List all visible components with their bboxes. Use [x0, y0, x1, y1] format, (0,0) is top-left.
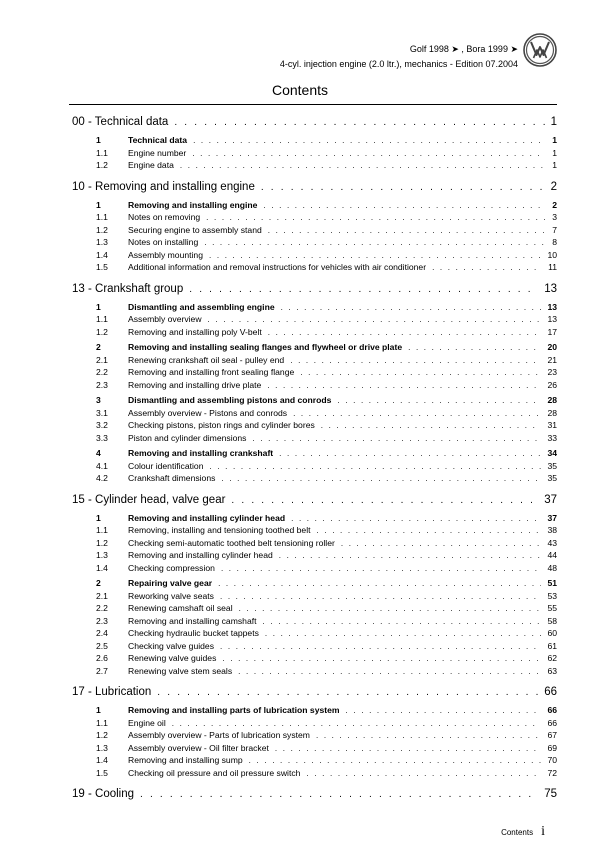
- dot-leader: [220, 642, 541, 651]
- toc-entry-title: Notes on installing: [128, 237, 199, 247]
- dot-leader: [220, 592, 541, 601]
- toc-item[interactable]: [72, 327, 557, 340]
- page-footer: [501, 824, 545, 840]
- toc-entry-title: Removing and installing crankshaft: [128, 448, 274, 458]
- toc-item[interactable]: [72, 628, 557, 641]
- dot-leader: [238, 667, 541, 676]
- dot-leader: [218, 579, 541, 588]
- toc-entry-title: Removing and installing parts of lubrication system: [128, 705, 340, 715]
- dot-leader: [239, 604, 542, 613]
- toc-entry-title: Securing engine to assembly stand: [128, 224, 262, 235]
- dot-leader: [279, 449, 541, 458]
- header-engine-line: 4-cyl. injection engine (2.0 ltr.), mechanics - Edition 07.2004: [279, 59, 518, 69]
- toc-item[interactable]: [72, 730, 557, 743]
- toc-page-number: 11: [548, 262, 557, 272]
- toc-section[interactable]: [72, 135, 557, 148]
- dot-leader: [408, 343, 541, 352]
- title-divider: [69, 104, 557, 105]
- toc-item[interactable]: [72, 367, 557, 380]
- toc-entry-title: Notes on removing: [128, 212, 201, 222]
- dot-leader: [268, 226, 546, 235]
- toc-item[interactable]: [72, 355, 557, 368]
- toc-entry-title: Engine number: [128, 147, 187, 158]
- toc-entry-title: Checking compression: [128, 562, 215, 573]
- toc-page-number: 43: [547, 537, 557, 548]
- dot-leader: [249, 756, 542, 765]
- toc-entry-title: Assembly overview - Oil filter bracket: [128, 742, 269, 753]
- toc-item[interactable]: [72, 461, 557, 474]
- toc-page-number: 62: [547, 653, 557, 663]
- dot-leader: [267, 381, 541, 390]
- toc-entry-number: 1.4: [96, 562, 108, 573]
- toc-page-number: 66: [544, 686, 557, 698]
- toc-entry-number: 2.4: [96, 628, 108, 638]
- toc-entry-number: 1.4: [96, 755, 108, 765]
- toc-entry-title: Removing and installing camshaft: [128, 615, 257, 626]
- toc-entry-title: 00 - Technical data: [72, 116, 169, 128]
- toc-chapter[interactable]: [72, 283, 557, 299]
- toc-item[interactable]: [72, 743, 557, 756]
- dot-leader: [189, 284, 538, 295]
- toc-entry-number: 2.1: [96, 590, 108, 601]
- toc-chapter[interactable]: [72, 788, 557, 804]
- dot-leader: [275, 744, 542, 753]
- toc-entry-number: 4.2: [96, 473, 108, 483]
- toc-item[interactable]: [72, 755, 557, 768]
- toc-page-number: 48: [547, 562, 557, 573]
- toc-page-number: 1: [552, 147, 557, 158]
- toc-entry-title: Removing and installing drive plate: [128, 379, 262, 390]
- toc-entry-number: 1: [96, 135, 101, 145]
- toc-page-number: 26: [547, 379, 557, 390]
- dot-leader: [432, 263, 542, 272]
- toc-section[interactable]: [72, 578, 557, 591]
- dot-leader: [293, 409, 541, 418]
- dot-leader: [337, 396, 541, 405]
- dot-leader: [341, 539, 542, 548]
- toc-entry-title: Renewing camshaft oil seal: [128, 603, 233, 613]
- toc-entry-number: 1.1: [96, 717, 108, 728]
- toc-entry-number: 1.4: [96, 249, 108, 260]
- toc-entry-title: 10 - Removing and installing engine: [72, 180, 255, 193]
- toc-item[interactable]: [72, 666, 557, 679]
- dot-leader: [231, 495, 538, 506]
- toc-page-number: 10: [547, 249, 557, 260]
- toc-entry-title: Removing and installing poly V-belt: [128, 326, 262, 337]
- toc-entry-title: Engine data: [128, 160, 174, 170]
- toc-item[interactable]: [72, 616, 557, 629]
- toc-page-number: 3: [552, 212, 557, 222]
- toc-page-number: 37: [544, 493, 557, 506]
- toc-entry-number: 1.1: [96, 314, 108, 324]
- toc-page-number: 7: [552, 224, 557, 235]
- toc-entry-number: 2.2: [96, 367, 108, 377]
- table-of-contents: [72, 116, 557, 804]
- toc-section[interactable]: [72, 705, 557, 718]
- toc-entry-title: Assembly mounting: [128, 249, 203, 260]
- dot-leader: [192, 149, 546, 158]
- toc-entry-number: 1.1: [96, 147, 108, 158]
- toc-entry-title: Removing and installing sealing flanges and flywheel or drive plate: [128, 342, 403, 352]
- toc-entry-number: 2.2: [96, 603, 108, 613]
- toc-entry-number: 1.2: [96, 160, 108, 170]
- dot-leader: [209, 462, 541, 471]
- toc-item[interactable]: [72, 550, 557, 563]
- dot-leader: [252, 434, 541, 443]
- toc-entry-number: 2.7: [96, 665, 108, 676]
- toc-entry-title: Assembly overview - Pistons and conrods: [128, 407, 288, 418]
- toc-item[interactable]: [72, 525, 557, 538]
- toc-page-number: 37: [547, 512, 557, 523]
- toc-entry-title: Checking semi-automatic toothed belt tensioning roller: [128, 537, 335, 548]
- vw-logo-icon: [523, 33, 557, 67]
- toc-page-number: 53: [547, 590, 557, 601]
- toc-page-number: 28: [547, 395, 557, 405]
- toc-item[interactable]: [72, 148, 557, 161]
- dot-leader: [221, 474, 541, 483]
- toc-entry-title: Removing and installing cylinder head: [128, 512, 286, 523]
- toc-item[interactable]: [72, 603, 557, 616]
- toc-entry-title: Renewing crankshaft oil seal - pulley end: [128, 354, 285, 365]
- toc-page-number: 21: [547, 354, 557, 365]
- toc-entry-number: 1.1: [96, 525, 108, 535]
- toc-entry-title: Removing and installing front sealing flange: [128, 367, 295, 377]
- dot-leader: [222, 654, 541, 663]
- dot-leader: [300, 368, 541, 377]
- toc-entry-number: 1.2: [96, 730, 108, 740]
- toc-item[interactable]: [72, 160, 557, 173]
- toc-entry-number: 1.2: [96, 224, 108, 235]
- toc-page-number: 44: [547, 550, 557, 560]
- toc-entry-title: 19 - Cooling: [72, 788, 135, 800]
- toc-page-number: 34: [547, 448, 557, 458]
- toc-entry-number: 2.1: [96, 354, 108, 365]
- footer-label: Contents: [501, 828, 534, 837]
- toc-entry-title: Checking pistons, piston rings and cylinder bores: [128, 420, 315, 430]
- toc-page-number: 63: [547, 665, 557, 676]
- toc-page-number: 2: [550, 180, 557, 193]
- toc-entry-title: Checking valve guides: [128, 640, 214, 651]
- header-model-line: Golf 1998 ➤ , Bora 1999 ➤: [409, 44, 518, 54]
- dot-leader: [261, 182, 545, 193]
- toc-chapter[interactable]: [72, 116, 557, 132]
- toc-section[interactable]: [72, 302, 557, 315]
- toc-entry-number: 1.3: [96, 742, 108, 753]
- toc-page-number: 51: [547, 578, 557, 588]
- toc-page-number: 75: [544, 788, 557, 800]
- toc-item[interactable]: [72, 768, 557, 781]
- toc-entry-title: Renewing valve guides: [128, 653, 217, 663]
- toc-item[interactable]: [72, 314, 557, 327]
- dot-leader: [263, 617, 542, 626]
- toc-entry-number: 3.2: [96, 420, 108, 430]
- toc-page-number: 38: [547, 525, 557, 535]
- toc-page-number: 70: [547, 755, 557, 765]
- toc-entry-number: 4: [96, 448, 101, 458]
- dot-leader: [209, 251, 541, 260]
- toc-entry-title: Removing and installing engine: [128, 199, 258, 210]
- toc-entry-title: 13 - Crankshaft group: [72, 282, 184, 295]
- toc-chapter[interactable]: [72, 181, 557, 197]
- dot-leader: [157, 687, 538, 698]
- toc-entry-number: 2: [96, 342, 101, 352]
- toc-item[interactable]: [72, 250, 557, 263]
- dot-leader: [316, 731, 541, 740]
- dot-leader: [140, 789, 538, 800]
- footer-page-number: i: [541, 824, 545, 839]
- toc-page-number: 67: [547, 730, 557, 740]
- toc-entry-title: Assembly overview - Parts of lubrication system: [128, 730, 310, 740]
- dot-leader: [263, 201, 546, 210]
- dot-leader: [290, 356, 541, 365]
- dot-leader: [291, 514, 541, 523]
- toc-item[interactable]: [72, 473, 557, 486]
- toc-entry-title: Checking oil pressure and oil pressure switch: [128, 767, 301, 778]
- toc-entry-number: 1.5: [96, 262, 108, 272]
- dot-leader: [172, 719, 542, 728]
- toc-page-number: 2: [552, 199, 557, 210]
- toc-page-number: 33: [547, 432, 557, 443]
- dot-leader: [208, 315, 542, 324]
- toc-page-number: 60: [547, 628, 557, 638]
- toc-entry-title: Removing and installing sump: [128, 755, 243, 765]
- toc-entry-title: Dismantling and assembling engine: [128, 301, 275, 312]
- page-title: Contents: [271, 82, 329, 98]
- toc-page-number: 17: [547, 326, 557, 337]
- toc-entry-title: Piston and cylinder dimensions: [128, 432, 247, 443]
- toc-entry-title: Repairing valve gear: [128, 578, 213, 588]
- toc-page-number: 58: [547, 615, 557, 626]
- toc-item[interactable]: [72, 380, 557, 393]
- toc-entry-number: 1: [96, 301, 101, 312]
- toc-entry-number: 1.2: [96, 537, 108, 548]
- toc-entry-number: 1: [96, 705, 101, 715]
- toc-entry-title: Assembly overview: [128, 314, 202, 324]
- toc-entry-number: 3: [96, 395, 101, 405]
- toc-entry-title: Checking hydraulic bucket tappets: [128, 628, 259, 638]
- toc-item[interactable]: [72, 225, 557, 238]
- toc-section[interactable]: [72, 200, 557, 213]
- toc-item[interactable]: [72, 591, 557, 604]
- toc-page-number: 66: [547, 705, 557, 715]
- toc-entry-number: 1.1: [96, 212, 108, 222]
- toc-entry-title: Renewing valve stem seals: [128, 665, 233, 676]
- toc-entry-title: Removing, installing and tensioning toothed belt: [128, 525, 311, 535]
- toc-section[interactable]: [72, 395, 557, 408]
- dot-leader: [321, 421, 542, 430]
- toc-item[interactable]: [72, 641, 557, 654]
- dot-leader: [204, 238, 546, 247]
- toc-entry-number: 2.6: [96, 653, 108, 663]
- dot-leader: [174, 117, 544, 128]
- dot-leader: [193, 136, 546, 145]
- toc-page-number: 1: [550, 116, 557, 128]
- toc-entry-number: 3.3: [96, 432, 108, 443]
- toc-entry-number: 1.3: [96, 237, 108, 247]
- toc-item[interactable]: [72, 212, 557, 225]
- toc-entry-number: 4.1: [96, 460, 108, 471]
- toc-page-number: 13: [544, 282, 557, 295]
- toc-entry-title: Crankshaft dimensions: [128, 473, 216, 483]
- toc-entry-number: 1.5: [96, 767, 108, 778]
- toc-entry-number: 1: [96, 199, 101, 210]
- dot-leader: [268, 328, 542, 337]
- toc-entry-number: 1.2: [96, 326, 108, 337]
- toc-entry-number: 3.1: [96, 407, 108, 418]
- toc-entry-title: 15 - Cylinder head, valve gear: [72, 493, 226, 506]
- toc-entry-title: Removing and installing cylinder head: [128, 550, 273, 560]
- toc-entry-number: 2.3: [96, 379, 108, 390]
- toc-page-number: 66: [547, 717, 557, 728]
- toc-item[interactable]: [72, 433, 557, 446]
- toc-chapter[interactable]: [72, 494, 557, 510]
- dot-leader: [221, 564, 542, 573]
- page-header: [0, 44, 600, 76]
- toc-page-number: 69: [547, 742, 557, 753]
- toc-page-number: 13: [547, 301, 557, 312]
- dot-leader: [206, 213, 546, 222]
- toc-page-number: 1: [552, 160, 557, 170]
- toc-item[interactable]: [72, 420, 557, 433]
- dot-leader: [265, 629, 542, 638]
- toc-item[interactable]: [72, 262, 557, 275]
- dot-leader: [281, 303, 542, 312]
- dot-leader: [306, 769, 541, 778]
- toc-entry-title: Technical data: [128, 135, 188, 145]
- toc-page-number: 20: [547, 342, 557, 352]
- toc-entry-title: 17 - Lubrication: [72, 686, 152, 698]
- toc-page-number: 8: [552, 237, 557, 247]
- toc-page-number: 1: [552, 135, 557, 145]
- toc-item[interactable]: [72, 237, 557, 250]
- toc-page-number: 31: [547, 420, 557, 430]
- toc-entry-number: 2.3: [96, 615, 108, 626]
- toc-page-number: 28: [547, 407, 557, 418]
- toc-section[interactable]: [72, 448, 557, 461]
- toc-page-number: 23: [547, 367, 557, 377]
- toc-page-number: 61: [547, 640, 557, 651]
- toc-entry-number: 1.3: [96, 550, 108, 560]
- toc-page-number: 35: [547, 460, 557, 471]
- toc-page-number: 13: [547, 314, 557, 324]
- toc-item[interactable]: [72, 408, 557, 421]
- dot-leader: [317, 526, 542, 535]
- toc-item[interactable]: [72, 538, 557, 551]
- toc-entry-number: 1: [96, 512, 101, 523]
- toc-item[interactable]: [72, 653, 557, 666]
- toc-entry-title: Colour identification: [128, 460, 204, 471]
- toc-chapter[interactable]: [72, 686, 557, 702]
- toc-entry-number: 2.5: [96, 640, 108, 651]
- toc-item[interactable]: [72, 563, 557, 576]
- toc-page-number: 35: [547, 473, 557, 483]
- dot-leader: [180, 161, 546, 170]
- toc-section[interactable]: [72, 342, 557, 355]
- dot-leader: [346, 706, 542, 715]
- toc-page-number: 55: [547, 603, 557, 613]
- dot-leader: [279, 551, 542, 560]
- toc-page-number: 72: [547, 767, 557, 778]
- toc-entry-number: 2: [96, 578, 101, 588]
- toc-section[interactable]: [72, 513, 557, 526]
- toc-item[interactable]: [72, 718, 557, 731]
- toc-entry-title: Engine oil: [128, 717, 166, 728]
- toc-entry-title: Reworking valve seats: [128, 590, 214, 601]
- toc-entry-title: Additional information and removal instructions for vehicles with air conditioner: [128, 262, 427, 272]
- toc-entry-title: Dismantling and assembling pistons and conrods: [128, 395, 332, 405]
